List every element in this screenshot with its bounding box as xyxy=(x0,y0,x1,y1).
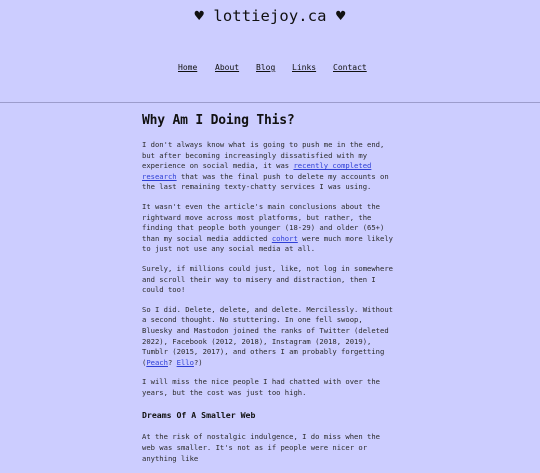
paragraph-text: that was the final push to delete my accounts on the last remaining texty-chatty services I was using. xyxy=(142,171,389,192)
nav-link-blog[interactable]: Blog xyxy=(256,63,276,72)
paragraph xyxy=(142,305,396,369)
main-nav xyxy=(0,63,540,75)
paragraph: I will miss the nice people I had chatted with over the years, but the cost was just too high. xyxy=(142,377,380,397)
nav-link-about[interactable]: About xyxy=(215,63,240,72)
paragraph xyxy=(142,140,396,193)
research-link[interactable]: recently completed research xyxy=(142,161,372,181)
ello-link[interactable]: Ello xyxy=(176,357,194,367)
paragraph-text: ? xyxy=(167,357,177,367)
post-title: Why Am I Doing This? xyxy=(142,113,295,128)
post-content xyxy=(142,113,396,473)
nav-link-home[interactable]: Home xyxy=(178,63,198,72)
paragraph: Surely, if millions could just, like, not log in somewhere and scroll their way to misery and distraction, then I could too! xyxy=(142,263,393,295)
nav-link-links[interactable]: Links xyxy=(292,63,317,72)
nav-link-contact[interactable]: Contact xyxy=(333,63,367,72)
paragraph: At the risk of nostalgic indulgence, I do miss when the web was smaller. It's not as if people were nicer or anything like xyxy=(142,432,380,463)
paragraph xyxy=(142,202,396,255)
section-title: Dreams Of A Smaller Web xyxy=(142,410,256,421)
site-title: ♥ lottiejoy.ca ♥ xyxy=(194,7,346,25)
paragraph-text: ?) xyxy=(193,357,203,367)
paragraph-text: It wasn't even the article's main conclusions about the rightward move across most platforms, but rather, the finding that people both younger (18-29) and older (65+) than my social media addicted xyxy=(142,201,385,243)
paragraph-text: I don't always know what is going to push me in the end, but after becoming increasingly dissatisfied with my experience on social media, it was xyxy=(142,140,385,171)
peach-link[interactable]: Peach xyxy=(146,357,168,367)
paragraph-text: So I did. Delete, delete, and delete. Mercilessly. Without a second thought. No stuttering. In one fell swoop, Bluesky and Mastodon joined the ranks of Twitter (deleted 2022), Facebook (2012, 2018), Instagram (2018, 2019), Tumblr (2015, 2017), and others I am probably forgetting ( xyxy=(142,304,393,367)
site-header xyxy=(0,0,540,103)
paragraph-text: were much more likely to just not use any social media at all. xyxy=(142,233,393,254)
cohort-link[interactable]: cohort xyxy=(271,233,298,243)
